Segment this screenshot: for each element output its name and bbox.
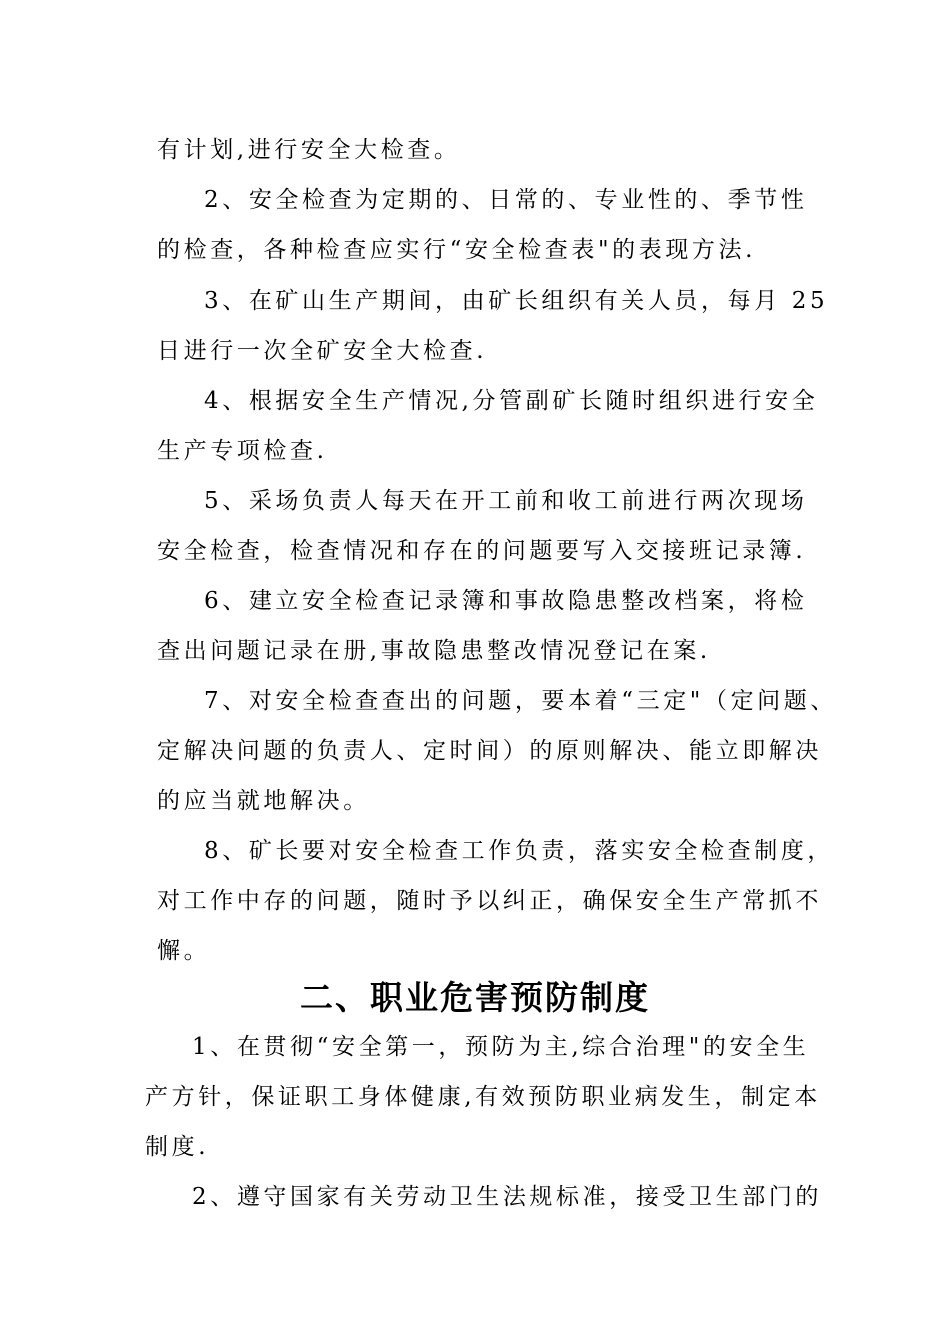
- paragraph-line: 生产专项检查.: [157, 438, 328, 464]
- paragraph-line: 查出问题记录在册,事故隐患整改情况登记在案.: [157, 638, 711, 664]
- paragraph-line: 2、遵守国家有关劳动卫生法规标准，接受卫生部门的: [192, 1184, 823, 1210]
- paragraph-line: 的应当就地解决。: [157, 788, 370, 814]
- paragraph-line: 有计划,进行安全大检查。: [157, 137, 461, 163]
- paragraph-line: 产方针，保证职工身体健康,有效预防职业病发生，制定本: [145, 1084, 821, 1110]
- paragraph-line: 的检查，各种检查应实行“安全检查表"的表现方法.: [157, 237, 757, 263]
- paragraph-line: 7、对安全检查查出的问题，要本着“三定"（定问题、: [204, 688, 837, 714]
- paragraph-line: 4、根据安全生产情况,分管副矿长随时组织进行安全: [204, 388, 819, 414]
- paragraph-line: 1、在贯彻“安全第一，预防为主,综合治理"的安全生: [192, 1034, 810, 1060]
- paragraph-line: 对工作中存的问题，随时予以纠正，确保安全生产常抓不: [157, 888, 822, 914]
- paragraph-line: 安全检查，检查情况和存在的问题要写入交接班记录簿.: [157, 538, 807, 564]
- paragraph-line: 定解决问题的负责人、定时间）的原则解决、能立即解决: [157, 738, 822, 764]
- paragraph-line: 3、在矿山生产期间，由矿长组织有关人员，每月 25: [204, 288, 829, 314]
- paragraph-line: 日进行一次全矿安全大检查.: [157, 338, 488, 364]
- paragraph-line: 懈。: [157, 938, 211, 964]
- paragraph-line: 8、矿长要对安全检查工作负责，落实安全检查制度，: [204, 838, 835, 864]
- section-heading: 二、职业危害预防制度: [300, 978, 650, 1017]
- paragraph-line: 2、安全检查为定期的、日常的、专业性的、季节性: [204, 187, 808, 213]
- paragraph-line: 制度.: [145, 1134, 210, 1160]
- paragraph-line: 5、采场负责人每天在开工前和收工前进行两次现场: [204, 488, 808, 514]
- paragraph-line: 6、建立安全检查记录簿和事故隐患整改档案，将检: [204, 588, 808, 614]
